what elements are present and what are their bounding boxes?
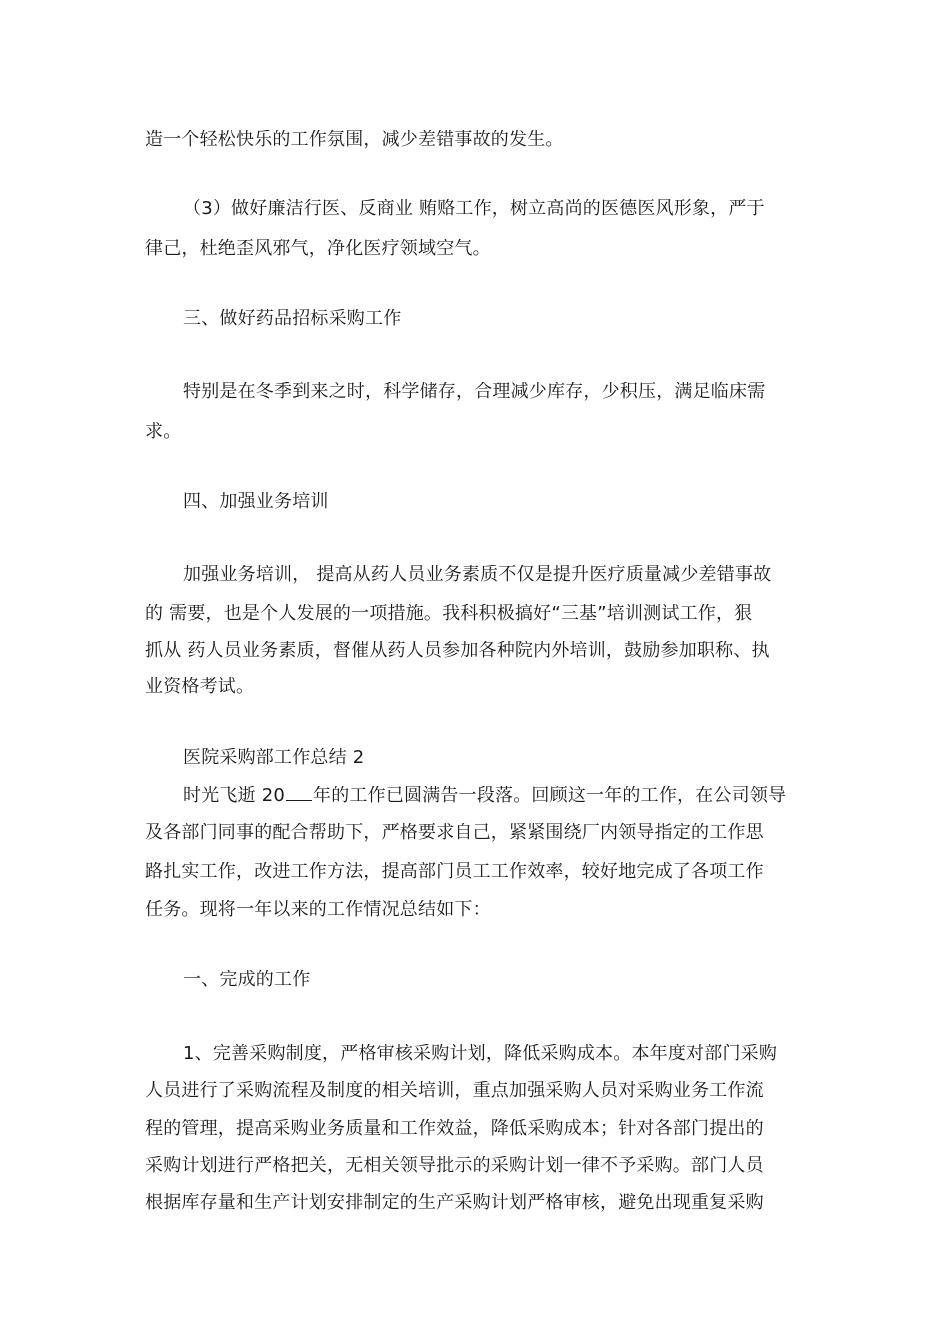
paragraph-line: 人员进行了采购流程及制度的相关培训，重点加强采购人员对采购业务工作流 <box>145 1081 764 1101</box>
paragraph-line: 律己，杜绝歪风邪气，净化医疗领域空气。 <box>145 239 491 259</box>
paragraph-line: 抓从 药人员业务素质，督催从药人员参加各种院内外培训，鼓励参加职称、执 <box>145 641 770 661</box>
paragraph-text: 年的工作已圆满告一段落。回顾这一年的工作，在公司领导 <box>313 786 787 806</box>
paragraph-line: 及各部门同事的配合帮助下，严格要求自己，紧紧围绕厂内领导指定的工作思 <box>145 823 764 843</box>
paragraph-text: 时光飞逝 20 <box>183 786 286 806</box>
paragraph-line: 特别是在冬季到来之时，科学储存，合理减少库存，少积压，满足临床需 <box>183 382 766 402</box>
paragraph-line: 加强业务培训， 提高从药人员业务素质不仅是提升医疗质量减少差错事故 <box>183 565 772 585</box>
paragraph-line: 造一个轻松快乐的工作氛围，减少差错事故的发生。 <box>145 130 564 150</box>
paragraph-line <box>183 786 810 806</box>
article-title: 医院采购部工作总结 2 <box>183 748 365 768</box>
paragraph-line: 程的管理，提高采购业务质量和工作效益，降低采购成本；针对各部门提出的 <box>145 1119 764 1139</box>
section-heading: 一、完成的工作 <box>183 970 311 990</box>
paragraph-line: 根据库存量和生产计划安排制定的生产采购计划严格审核，避免出现重复采购 <box>145 1193 764 1213</box>
paragraph-line: 的 需要，也是个人发展的一项措施。我科积极搞好“三基”培训测试工作，狠 <box>145 604 753 624</box>
section-heading: 四、加强业务培训 <box>183 492 329 512</box>
paragraph-line: 1、完善采购制度，严格审核采购计划，降低采购成本。本年度对部门采购 <box>183 1044 778 1064</box>
section-heading: 三、做好药品招标采购工作 <box>183 309 402 329</box>
paragraph-line: 业资格考试。 <box>145 677 255 697</box>
paragraph-line: 求。 <box>145 422 182 442</box>
paragraph-line: 路扎实工作，改进工作方法，提高部门员工工作效率，较好地完成了各项工作 <box>145 862 764 882</box>
year-blank <box>286 786 312 801</box>
paragraph-line: （3）做好廉洁行医、反商业 贿赂工作，树立高尚的医德医风形象，严于 <box>183 199 765 219</box>
paragraph-line: 采购计划进行严格把关，无相关领导批示的采购计划一律不予采购。部门人员 <box>145 1156 764 1176</box>
paragraph-line: 任务。现将一年以来的工作情况总结如下： <box>145 900 491 920</box>
